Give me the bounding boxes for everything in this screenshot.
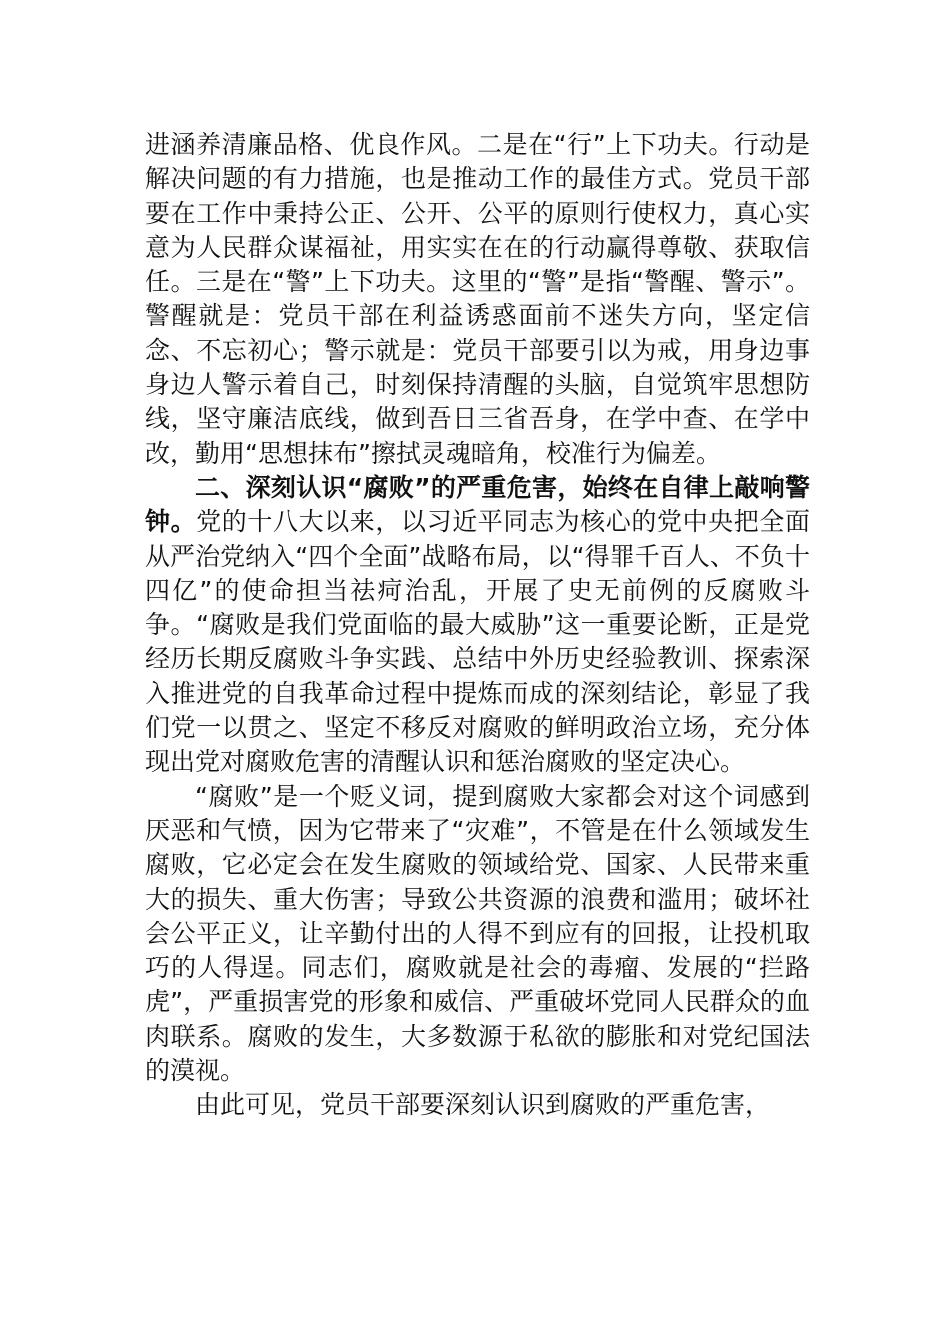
paragraph-conclusion	[145, 1088, 810, 1122]
document-body	[145, 128, 810, 1123]
paragraph-continuation	[145, 128, 810, 471]
paragraph-text: 党的十八大以来，以习近平同志为核心的党中央把全面从严治党纳入“四个全面”战略布局，以“得罪千百人、不负十四亿”的使命担当祛疴治乱，开展了史无前例的反腐败斗争。“腐败是我们党面临的最大威胁”这一重要论断，正是党经历长期反腐败斗争实践、总结中外历史经验教训、探索深入推进党的自我革命过程中提炼而成的深刻结论，彰显了我们党一以贯之、坚定不移反对腐败的鲜明政治立场，充分体现出党对腐败危害的清醒认识和惩治腐败的坚定决心。	[145, 507, 810, 777]
paragraph-section-two	[145, 471, 810, 780]
section-heading: 二、深刻认识“腐败”的严重危害，始终在自律上敲响警钟。	[145, 472, 810, 537]
paragraph-text: 由此可见，党员干部要深刻认识到腐败的严重危害，	[195, 1090, 771, 1120]
paragraph-text: 进涵养清廉品格、优良作风。二是在“行”上下功夫。行动是解决问题的有力措施，也是推动工作的最佳方式。党员干部要在工作中秉持公正、公开、公平的原则行使权力，真心实意为人民群众谋福祉，用实实在在的行动赢得尊敬、获取信任。三是在“警”上下功夫。这里的“警”是指“警醒、警示”。警醒就是：党员干部在利益诱惑面前不迷失方向，坚定信念、不忘初心；警示就是：党员干部要引以为戒，用身边事身边人警示着自己，时刻保持清醒的头脑，自觉筑牢思想防线，坚守廉洁底线，做到吾日三省吾身，在学中查、在学中改，勤用“思想抹布”擦拭灵魂暗角，校准行为偏差。	[145, 130, 810, 468]
paragraph-corruption-harm	[145, 780, 810, 1089]
paragraph-text: “腐败”是一个贬义词，提到腐败大家都会对这个词感到厌恶和气愤，因为它带来了“灾难”，不管是在什么领域发生腐败，它必定会在发生腐败的领域给党、国家、人民带来重大的损失、重大伤害；导致公共资源的浪费和滥用；破坏社会公平正义，让辛勤付出的人得不到应有的回报，让投机取巧的人得逞。同志们，腐败就是社会的毒瘤、发展的“拦路虎”，严重损害党的形象和威信、严重破坏党同人民群众的血肉联系。腐败的发生，大多数源于私欲的膨胀和对党纪国法的漠视。	[145, 781, 810, 1086]
